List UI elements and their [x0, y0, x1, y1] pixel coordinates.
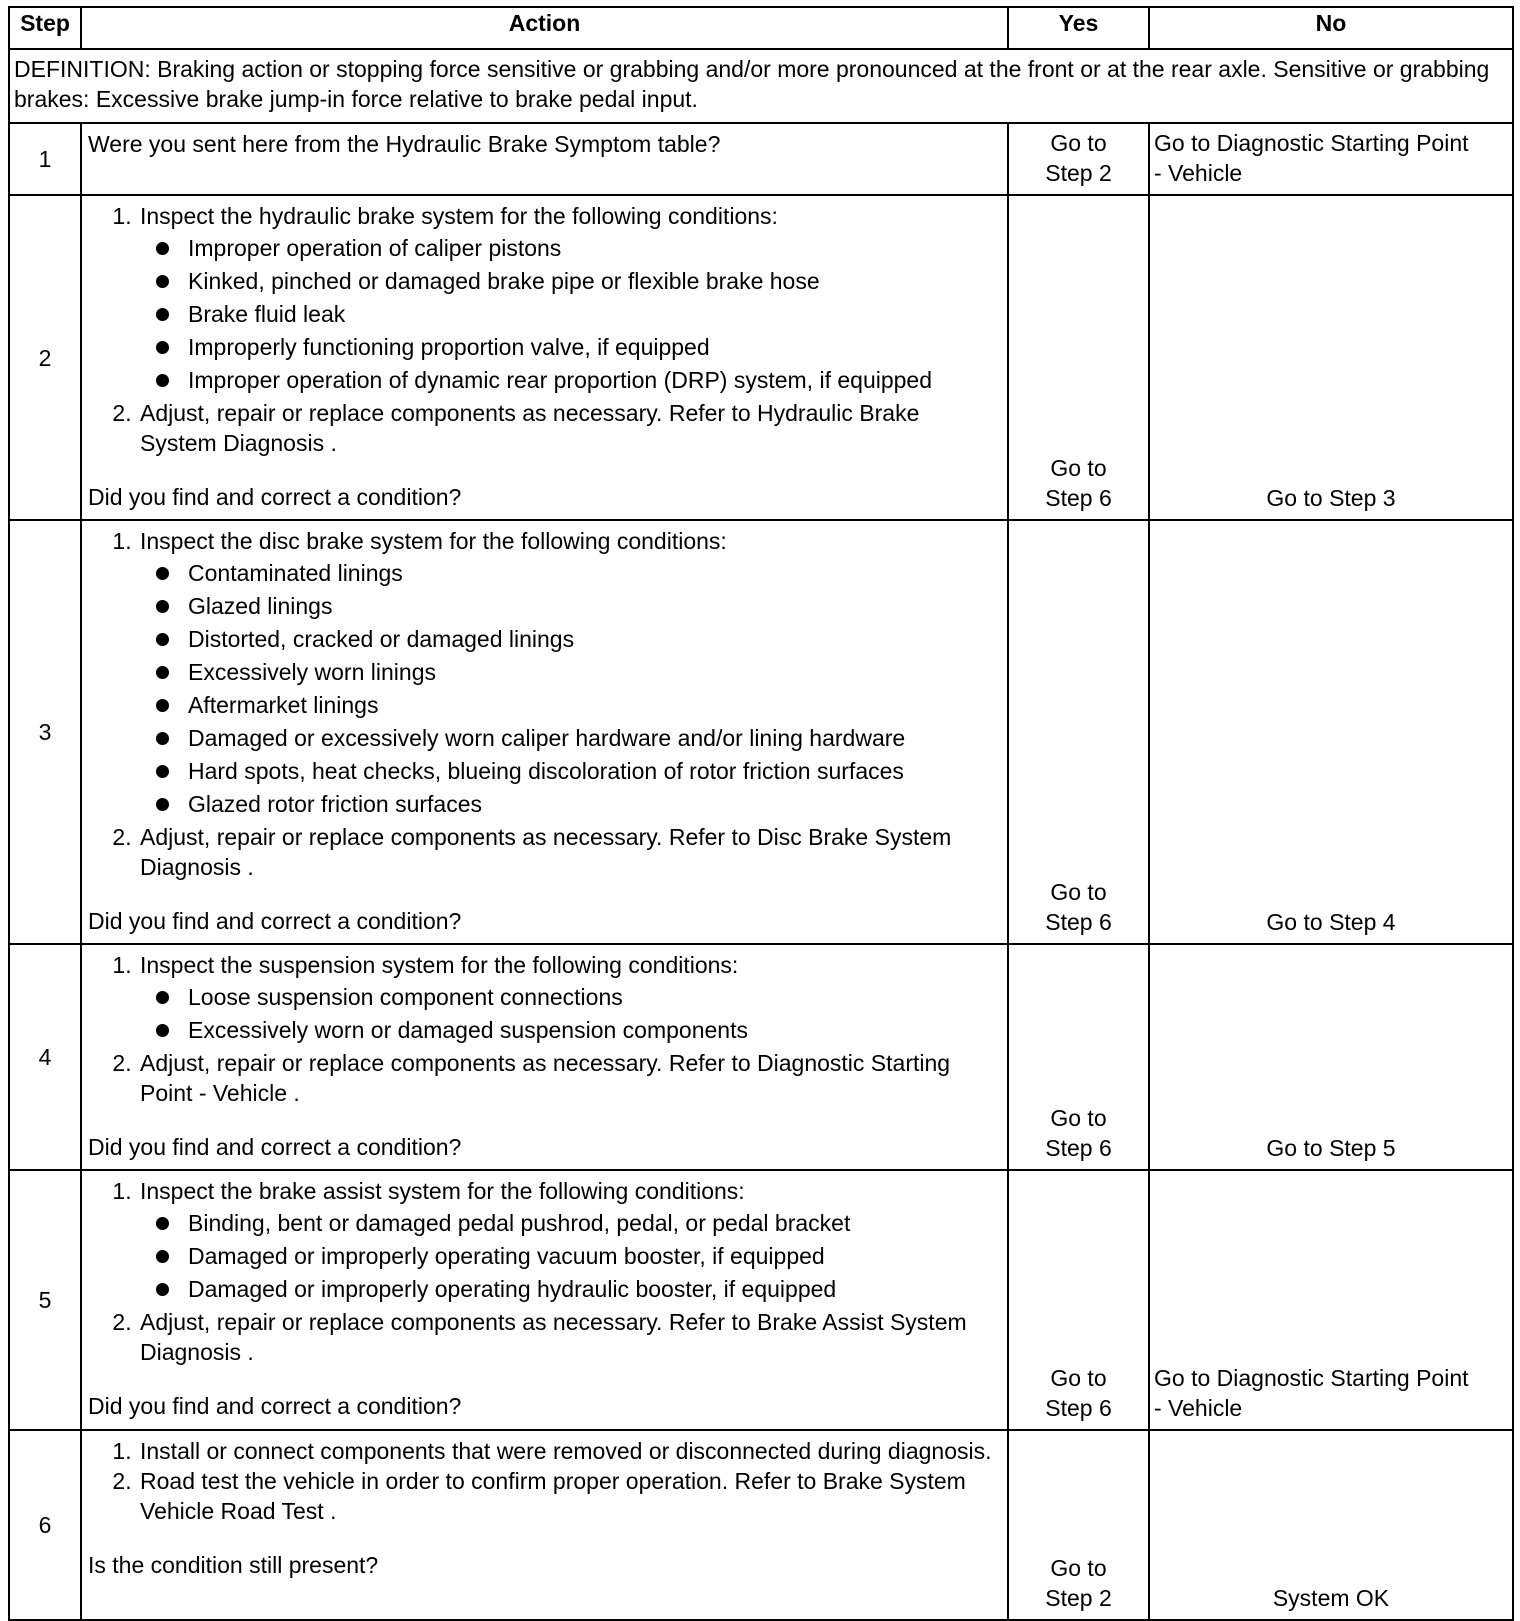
action-cell — [81, 1170, 1008, 1430]
condition-item: Kinked, pinched or damaged brake pipe or flexible brake hose — [188, 266, 1001, 296]
no-text-line: System OK — [1272, 1585, 1390, 1611]
procedure-item — [138, 201, 1001, 395]
yes-text-line: Step 2 — [1045, 1585, 1112, 1611]
condition-list — [140, 1208, 1001, 1304]
procedure-item-text: Inspect the brake assist system for the following conditions: — [140, 1178, 745, 1204]
condition-item: Loose suspension component connections — [188, 982, 1001, 1012]
no-cell — [1149, 520, 1513, 944]
action-cell — [81, 1430, 1008, 1620]
yes-text-line: Go to — [1050, 1105, 1107, 1131]
table-row — [9, 195, 1513, 520]
question-text: Were you sent here from the Hydraulic Brake Symptom table? — [88, 131, 721, 157]
condition-item: Distorted, cracked or damaged linings — [188, 624, 1001, 654]
definition-text: DEFINITION: Braking action or stopping force sensitive or grabbing and/or more pronounced at the front or at the rear axle. Sensitive or grabbing brakes: Excessive brake jump-in force relative to brake pedal input. — [9, 49, 1513, 123]
step-number: 5 — [9, 1170, 81, 1430]
no-text-line: Go to Step 3 — [1266, 485, 1396, 511]
procedure-item: 2. Adjust, repair or replace components as necessary. Refer to Diagnostic Starting Point - Vehicle . — [138, 1048, 1001, 1108]
yes-cell — [1008, 944, 1149, 1170]
condition-list — [140, 982, 1001, 1045]
yes-text-line: Go to — [1050, 130, 1107, 156]
procedure-item: 2. Adjust, repair or replace components as necessary. Refer to Disc Brake System Diagnosis . — [138, 822, 1001, 882]
condition-item: Improperly functioning proportion valve, if equipped — [188, 332, 1001, 362]
condition-item: Glazed linings — [188, 591, 1001, 621]
question-text: Did you find and correct a condition? — [88, 484, 462, 510]
table-row — [9, 520, 1513, 944]
yes-cell — [1008, 1430, 1149, 1620]
header-no: No — [1149, 7, 1513, 49]
condition-item: Damaged or improperly operating hydraulic booster, if equipped — [188, 1274, 1001, 1304]
action-cell — [81, 195, 1008, 520]
procedure-item: 1. Install or connect components that were removed or disconnected during diagnosis. — [138, 1436, 1001, 1466]
procedure-item — [138, 950, 1001, 1045]
procedure-item-text: Inspect the disc brake system for the following conditions: — [140, 528, 727, 554]
condition-item: Damaged or excessively worn caliper hardware and/or lining hardware — [188, 723, 1001, 753]
action-cell — [81, 123, 1008, 195]
step-number: 3 — [9, 520, 81, 944]
procedure-item-text: Inspect the suspension system for the following conditions: — [140, 952, 739, 978]
condition-item: Improper operation of caliper pistons — [188, 233, 1001, 263]
question-text: Did you find and correct a condition? — [88, 1134, 462, 1160]
table-row — [9, 123, 1513, 195]
yes-text-line: Go to — [1050, 455, 1107, 481]
table-row — [9, 944, 1513, 1170]
question-text: Did you find and correct a condition? — [88, 1393, 462, 1419]
procedure-list — [88, 1176, 1001, 1367]
diagnostic-table-sheet — [8, 6, 1512, 1621]
header-row — [9, 7, 1513, 49]
no-cell — [1149, 123, 1513, 195]
table-row — [9, 1170, 1513, 1430]
yes-cell — [1008, 195, 1149, 520]
yes-text-line: Step 6 — [1045, 1395, 1112, 1421]
yes-text-line: Step 6 — [1045, 485, 1112, 511]
diagnostic-table — [8, 6, 1514, 1621]
no-text-line: Go to Diagnostic Starting Point — [1154, 1365, 1469, 1391]
step-number: 1 — [9, 123, 81, 195]
no-cell — [1149, 195, 1513, 520]
question-text: Did you find and correct a condition? — [88, 908, 462, 934]
table-row — [9, 1430, 1513, 1620]
procedure-item: 2. Adjust, repair or replace components as necessary. Refer to Brake Assist System Diagnosis . — [138, 1307, 1001, 1367]
yes-text-line: Step 6 — [1045, 909, 1112, 935]
condition-item: Contaminated linings — [188, 558, 1001, 588]
yes-text-line: Step 2 — [1045, 160, 1112, 186]
procedure-item: 2. Road test the vehicle in order to confirm proper operation. Refer to Brake System Vehicle Road Test . — [138, 1466, 1001, 1526]
condition-item: Glazed rotor friction surfaces — [188, 789, 1001, 819]
yes-cell — [1008, 123, 1149, 195]
condition-item: Excessively worn linings — [188, 657, 1001, 687]
no-text-line: Go to Diagnostic Starting Point — [1154, 130, 1469, 156]
no-cell — [1149, 1170, 1513, 1430]
yes-text-line: Go to — [1050, 1555, 1107, 1581]
no-text-line: - Vehicle — [1154, 1395, 1243, 1421]
condition-list — [140, 558, 1001, 819]
condition-item: Aftermarket linings — [188, 690, 1001, 720]
header-yes: Yes — [1008, 7, 1149, 49]
step-number: 2 — [9, 195, 81, 520]
step-number: 6 — [9, 1430, 81, 1620]
condition-item: Binding, bent or damaged pedal pushrod, pedal, or pedal bracket — [188, 1208, 1001, 1238]
procedure-item — [138, 526, 1001, 819]
procedure-item: 2. Adjust, repair or replace components as necessary. Refer to Hydraulic Brake System Diagnosis . — [138, 398, 1001, 458]
procedure-item-text: Inspect the hydraulic brake system for the following conditions: — [140, 203, 778, 229]
procedure-item — [138, 1176, 1001, 1304]
yes-text-line: Go to — [1050, 879, 1107, 905]
header-action: Action — [81, 7, 1008, 49]
no-text-line: Go to Step 5 — [1266, 1135, 1396, 1161]
yes-cell — [1008, 520, 1149, 944]
yes-text-line: Step 6 — [1045, 1135, 1112, 1161]
condition-item: Damaged or improperly operating vacuum booster, if equipped — [188, 1241, 1001, 1271]
condition-item: Hard spots, heat checks, blueing discoloration of rotor friction surfaces — [188, 756, 1001, 786]
condition-item: Improper operation of dynamic rear proportion (DRP) system, if equipped — [188, 365, 1001, 395]
no-cell — [1149, 944, 1513, 1170]
definition-row — [9, 49, 1513, 123]
yes-text-line: Go to — [1050, 1365, 1107, 1391]
condition-list — [140, 233, 1001, 395]
procedure-list — [88, 1436, 1001, 1526]
step-number: 4 — [9, 944, 81, 1170]
yes-cell — [1008, 1170, 1149, 1430]
condition-item: Excessively worn or damaged suspension components — [188, 1015, 1001, 1045]
no-text-line: Go to Step 4 — [1266, 909, 1396, 935]
action-cell — [81, 520, 1008, 944]
procedure-list — [88, 950, 1001, 1108]
condition-item: Brake fluid leak — [188, 299, 1001, 329]
procedure-list — [88, 201, 1001, 458]
header-step: Step — [9, 7, 81, 49]
no-text-line: - Vehicle — [1154, 160, 1243, 186]
action-cell — [81, 944, 1008, 1170]
question-text: Is the condition still present? — [88, 1552, 379, 1578]
procedure-list — [88, 526, 1001, 882]
no-cell — [1149, 1430, 1513, 1620]
